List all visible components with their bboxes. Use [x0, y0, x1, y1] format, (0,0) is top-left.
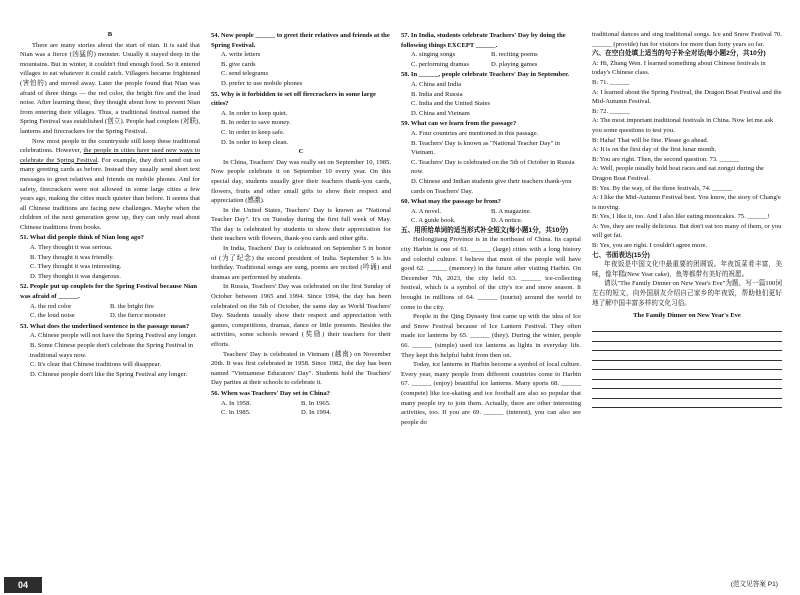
q57-option-a[interactable]: A. singing songs	[411, 51, 456, 59]
cloze-para-2: People in the Qing Dynasty first came up with the idea of Ice and Snow Festival because of Ice Lantern Festival. They often made ice lanterns by 65. ______ (they). During the winter, people 66. ______ (simple) used ice lanterns as lights in everyday life. They kept this helpful habit from then on.	[401, 313, 581, 359]
q58-option-d[interactable]: D. China and Vietnam	[411, 109, 470, 117]
q55-option-b[interactable]: B. In order to save money.	[221, 119, 291, 127]
q58-option-b[interactable]: B. India and Russia	[411, 90, 463, 98]
passage-c-para-1: In China, Teachers' Day was really set on September 10, 1985. Now people celebrate it on September 10 every year. On this special day, students usually give their teachers thank-you cards, flowers, fruits and other small gifts to show their respect and appreciation (感激).	[211, 158, 391, 205]
q53-option-d[interactable]: D. Chinese people don't like the Spring Festival any longer.	[30, 370, 188, 378]
q52-option-c[interactable]: C. the loud noise	[30, 312, 75, 320]
column-4	[592, 30, 782, 408]
q54-option-c[interactable]: C. send telegrams	[221, 70, 269, 78]
q59-option-c[interactable]: C. Teachers' Day is celebrated on the 5th of October in Russia now.	[411, 158, 575, 176]
question-56: 56. When was Teachers' Day set in China?	[211, 389, 330, 397]
dialog-line: A: Hi, Zhang Wen. I learned something about Chinese festivals in today's Chinese class.	[592, 59, 766, 77]
q59-option-a[interactable]: A. Four countries are mentioned in this passage.	[411, 129, 539, 137]
q55-option-d[interactable]: D. In order to keep clean.	[221, 138, 289, 146]
section-c-heading: C	[298, 148, 304, 156]
q58-option-a[interactable]: A. China and India	[411, 80, 462, 88]
q54-option-a[interactable]: A. write letters	[221, 51, 261, 59]
q56-option-c[interactable]: C. In 1985.	[221, 409, 251, 417]
cloze-para-continued: traditional dances and sing traditional songs. Ice and Snow Festival 70. ______ (provide) fun for visitors for more than forty years so far.	[592, 31, 782, 48]
essay-writing-area[interactable]	[592, 323, 782, 409]
q56-option-a[interactable]: A. In 1958.	[221, 399, 252, 407]
passage-b-para-1: There are many stories about the start of nian. It is said that Nian was a fierce (凶猛的) monster. Usually it stayed deep in the mountains. But in winter, it couldn't find enough food. So it entered villages to eat whatever it could catch. Villagers became frightened (害怕的) and moved away. Later the people found that Nian was afraid of three things — the red color, the bright fire and the loud noise. After learning these, they thought about how to prevent Nian from entering their villages. Thus, a traditional festival named the Spring Festival was established (创立). People had couplets (对联), lanterns and firecrackers for the Spring Festival.	[20, 41, 200, 135]
cloze-para-3: Today, ice lanterns in Harbin become a symbol of local culture. Every year, many people from different countries come to Harbin 67. ______ (enjoy) beautiful ice lanterns. Many sports 68. ______ (compete) like ice-skating and ice football are also so popular that many people try to join them. Actually, there are other interesting activities, too. If you are 69. ______ (interest), you can also see people do	[401, 361, 581, 426]
dialog-line: A: Well, people usually hold boat races and eat zongzi during the Dragon Boat Festival.	[592, 165, 764, 182]
q57-option-d[interactable]: D. playing games	[491, 60, 538, 68]
part-5-heading: 五、用所给单词的适当形式补全短文(每小题1分，共10分)	[401, 226, 569, 234]
underlined-sentence: the people in cities have used new ways to celebrate the Spring Festival	[20, 147, 200, 164]
dialog-blank-73[interactable]: B: You are right. Then, the second question. 73. ______	[592, 155, 740, 163]
writing-prompt-2: 请以"The Family Dinner on New Year's Eve"为题，写一篇100词左右的短文，向外国朋友介绍自己家乡的年夜饭，帮助他们更好地了解中国丰富多样的文化习俗。	[592, 280, 782, 307]
question-60: 60. What may the passage be from?	[401, 198, 501, 206]
column-1	[20, 30, 200, 379]
dialog-blank-72[interactable]: B: 72. ______	[592, 107, 630, 115]
answer-note: (范文见答案 P1)	[730, 581, 778, 588]
column-2	[211, 30, 391, 418]
column-3	[401, 30, 581, 427]
q60-option-c[interactable]: C. A guide book.	[411, 217, 456, 225]
passage-c-para-3: In India, Teachers' Day is celebrated on September 5 in honor of (为了纪念) the second president of India. September 5 is his birthday. Traditional songs are sung, poems are recited (吟诵) and dramas are performed by students.	[211, 245, 391, 281]
q59-option-b[interactable]: B. Teachers' Day is known as "National Teacher Day" in Vietnam.	[411, 139, 560, 157]
question-54: 54. Now people ______ to greet their relatives and friends at the Spring Festival.	[211, 32, 390, 49]
q55-option-c[interactable]: C. In order to keep safe.	[221, 128, 285, 136]
q51-option-c[interactable]: C. They thought it was interesting.	[30, 263, 122, 271]
question-58: 58. In ______, people celebrate Teachers' Day in September.	[401, 71, 570, 79]
q57-option-c[interactable]: C. performing dramas	[411, 60, 470, 68]
question-59: 59. What can we learn from the passage?	[401, 120, 517, 128]
passage-c-para-2: In the United States, Teachers' Day is known as "National Teacher Day". It's on Tuesday during the first full week of May. The day is celebrated by students to show their appreciation for their teachers with flowers, thank-you cards and other gifts.	[211, 206, 391, 243]
q51-option-b[interactable]: B. They thought it was friendly.	[30, 253, 114, 261]
q52-option-d[interactable]: D. the fierce monster	[110, 312, 166, 320]
dialog-blank-75[interactable]: B: Yes, I like it, too. And I also like eating mooncakes. 75. ______!	[592, 213, 770, 221]
dialog-line: A: The most important traditional festivals in China. Now let me ask you some questions to test you.	[592, 117, 774, 134]
q53-option-a[interactable]: A. Chinese people will not have the Spring Festival any longer.	[30, 332, 198, 340]
q53-option-c[interactable]: C. It's clear that Chinese traditions will disappear.	[30, 361, 162, 369]
dialog-line: A: Yes, they are really delicious. But don't eat too many of them, or you will get fat.	[592, 222, 782, 240]
q54-option-d[interactable]: D. prefer to use mobile phones	[221, 79, 303, 87]
dialog-line: A: It is on the first day of the first lunar month.	[592, 146, 717, 154]
q58-option-c[interactable]: C. India and the United States	[411, 100, 491, 108]
writing-prompt-1: 年夜饭是中国文化中最重要的团圆饭。年夜饭菜肴丰富，美味，像年糕(New Year cake)，鱼等都带有美好的祝愿。	[592, 261, 782, 278]
cloze-para-1: Heilongjiang Province is in the northeast of China. Its capital city Harbin is one of 61. ______ (large) cities with a long history and colorful culture. I believe that most of the people will have good 62. ______ (memory) in the future after visiting Harbin. On December 7th, 2023, the city held 63. ______ ice-collecting festival, which is a symbol of the city's ice and snow season. It brought in millions of 64. ______ (tourist) around the world to come to the city.	[401, 236, 581, 311]
part-6-heading: 六、在空白处填上适当的句子补全对话(每小题2分，共10分)	[592, 50, 766, 58]
dialog-blank-74[interactable]: B: Yes. By the way, of the three festivals, 74. ______	[592, 184, 733, 192]
question-57: 57. In India, students celebrate Teachers' Day by doing the following things EXCEPT ______.	[401, 32, 566, 49]
q60-option-d[interactable]: D. A notice.	[491, 217, 523, 225]
passage-b-para-2: Now most people in the countryside still keep these traditional celebrations. However, the people in cities have used new ways to celebrate the Spring Festival. For example, they don't send out so many greeting cards as before. Instead they usually send short text messages to greet relatives and friends on mobile phones. And for safety, firecrackers were not allowed in some large cities a few years ago, making the cities much quieter than before. It seems that all Chinese traditions are facing new challenges. Maybe when the children of the next generation grow up, they can only read about Chinese traditions from books.	[20, 137, 200, 231]
q57-option-b[interactable]: B. reciting poems	[491, 51, 538, 59]
q52-option-b[interactable]: B. the bright fire	[110, 302, 154, 310]
dialog-blank-71[interactable]: B: 71. ______	[592, 78, 630, 86]
essay-title: The Family Dinner on New Year's Eve	[633, 312, 741, 320]
q60-option-b[interactable]: B. A magazine.	[491, 207, 532, 215]
q59-option-d[interactable]: D. Chinese and Indian students give their teachers thank-you cards on Teachers' Day.	[411, 177, 572, 195]
q56-option-b[interactable]: B. In 1965.	[301, 399, 331, 407]
q56-option-d[interactable]: D. In 1994.	[301, 409, 332, 417]
q51-option-a[interactable]: A. They thought it was serious.	[30, 244, 113, 252]
question-53: 53. What does the underlined sentence in the passage mean?	[20, 322, 190, 330]
q51-option-d[interactable]: D. They thought it was dangerous.	[30, 272, 121, 280]
q53-option-b[interactable]: B. Some Chinese people don't celebrate the Spring Festival in traditional ways now.	[30, 342, 194, 359]
part-7-heading: 七、书面表达(15分)	[592, 251, 650, 259]
passage-c-para-5: Teachers' Day is celebrated in Vietnam (越南) on November 20th. It was first celebrated in 1958. Since 1982, the day has been named "Vietnamese Educators' Day". Students hold the Teachers' Day parties at their schools to celebrate it.	[211, 350, 391, 387]
dialog-line: B: Haha! That will be fine. Please go ahead.	[592, 136, 709, 144]
q60-option-a[interactable]: A. A novel.	[411, 207, 442, 215]
question-55: 55. Why is it forbidden to set off firecrackers in some large cities?	[211, 90, 376, 108]
question-52: 52. People put up couplets for the Spring Festival because Nian was afraid of ______.	[20, 283, 198, 301]
passage-c-para-4: In Russia, Teachers' Day was celebrated on the first Sunday of October between 1965 and 1994. Since 1994, the day has been celebrated on the 5th of October, the same day as World Teachers' Day. Students usually show their respect and appreciation with games, competitions, dramas, dance or little presents. Besides the activities, some schools reward (奖励) their teachers for their efforts.	[211, 283, 391, 348]
dialog-line: B: Yes, you are right. I couldn't agree more.	[592, 242, 708, 250]
dialog-line: A: I learned about the Spring Festival, the Dragon Boat Festival and the Mid-Autumn Festival.	[592, 88, 782, 106]
q55-option-a[interactable]: A. In order to keep quiet.	[221, 109, 288, 117]
question-51: 51. What did people think of Nian long ago?	[20, 234, 144, 242]
dialog-line: A: I like the Mid-Autumn Festival best. You know, the story of Chang'e is moving.	[592, 194, 781, 211]
section-b-heading: B	[107, 31, 113, 38]
q52-option-a[interactable]: A. the red color	[30, 302, 72, 310]
q54-option-b[interactable]: B. give cards	[221, 60, 256, 68]
page-number-badge: 04	[4, 577, 42, 593]
